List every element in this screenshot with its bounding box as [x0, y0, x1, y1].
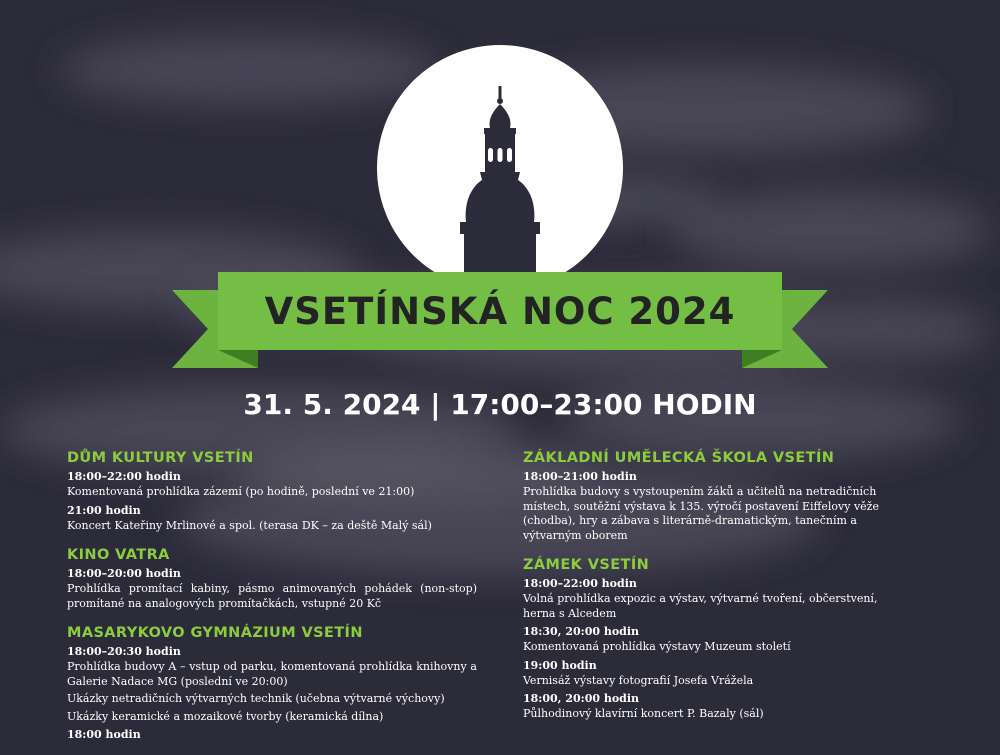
- page-title: VSETÍNSKÁ NOC 2024: [264, 289, 736, 333]
- venue-name: ZÁKLADNÍ UMĚLECKÁ ŠKOLA VSETÍN: [523, 450, 835, 466]
- event-description: Prohlídka budovy s vystoupením žáků a učitelů na netradičních místech, soutěžní výstava k 135. výročí postavení Eiffelovy věže (chodba), hry a zábava s literárně-dramatickým, tanečním a výtvarným oborem: [523, 485, 879, 542]
- event-description: Ukázky netradičních výtvarných technik (učebna výtvarné výchovy): [67, 692, 445, 705]
- event-time: 18:30, 20:00 hodin: [523, 625, 640, 638]
- venue-section: [67, 545, 477, 611]
- event-date: 31. 5. 2024 | 17:00–23:00 HODIN: [243, 388, 757, 421]
- program-left-column: [67, 448, 477, 755]
- event-time: 18:00–20:30 hodin: [67, 645, 181, 658]
- event-time: 18:00 hodin: [67, 728, 141, 741]
- program-right-column: [523, 448, 908, 734]
- event-time: 18:00–22:00 hodin: [523, 577, 637, 590]
- event-description: Komentovaná prohlídka výstavy Muzeum století: [523, 640, 791, 653]
- event-description: Půlhodinový klavírní koncert P. Bazaly (sál): [523, 707, 764, 720]
- venue-section: [67, 448, 477, 533]
- event-time: 18:00, 20:00 hodin: [523, 692, 640, 705]
- event-time: 18:00–20:00 hodin: [67, 567, 181, 580]
- event-description: Koncert Kateřiny Mrlinové a spol. (terasa DK – za deště Malý sál): [67, 518, 432, 532]
- event-time: 18:00–21:00 hodin: [523, 470, 637, 483]
- venue-section: [67, 623, 477, 743]
- event-description: Komentovaná prohlídka zázemí (po hodině, poslední ve 21:00): [67, 485, 415, 498]
- event-time: 21:00 hodin: [67, 503, 141, 517]
- venue-name: KINO VATRA: [67, 547, 170, 563]
- event-description: Volná prohlídka expozic a výstav, výtvarné tvoření, občerstvení, herna s Alcedem: [523, 592, 878, 620]
- venue-section: [523, 555, 908, 722]
- venue-name: ZÁMEK VSETÍN: [523, 557, 650, 573]
- event-description: Prohlídka promítací kabiny, pásmo animovaných pohádek (non-stop) promítané na analogových promítačkách, vstupné 20 Kč: [67, 582, 477, 610]
- event-time: 19:00 hodin: [523, 658, 597, 672]
- event-description: Ukázky keramické a mozaikové tvorby (keramická dílna): [67, 709, 384, 723]
- event-description: Vernisáž výstavy fotografií Josefa Vrážela: [523, 673, 754, 687]
- venue-name: MASARYKOVO GYMNÁZIUM VSETÍN: [67, 625, 363, 641]
- event-time: 18:00–22:00 hodin: [67, 470, 181, 483]
- venue-section: [523, 448, 908, 543]
- venue-name: DŮM KULTURY VSETÍN: [67, 450, 254, 466]
- event-description: Prohlídka budovy A – vstup od parku, komentovaná prohlídka knihovny a Galerie Nadace MG (poslední ve 20:00): [67, 660, 477, 688]
